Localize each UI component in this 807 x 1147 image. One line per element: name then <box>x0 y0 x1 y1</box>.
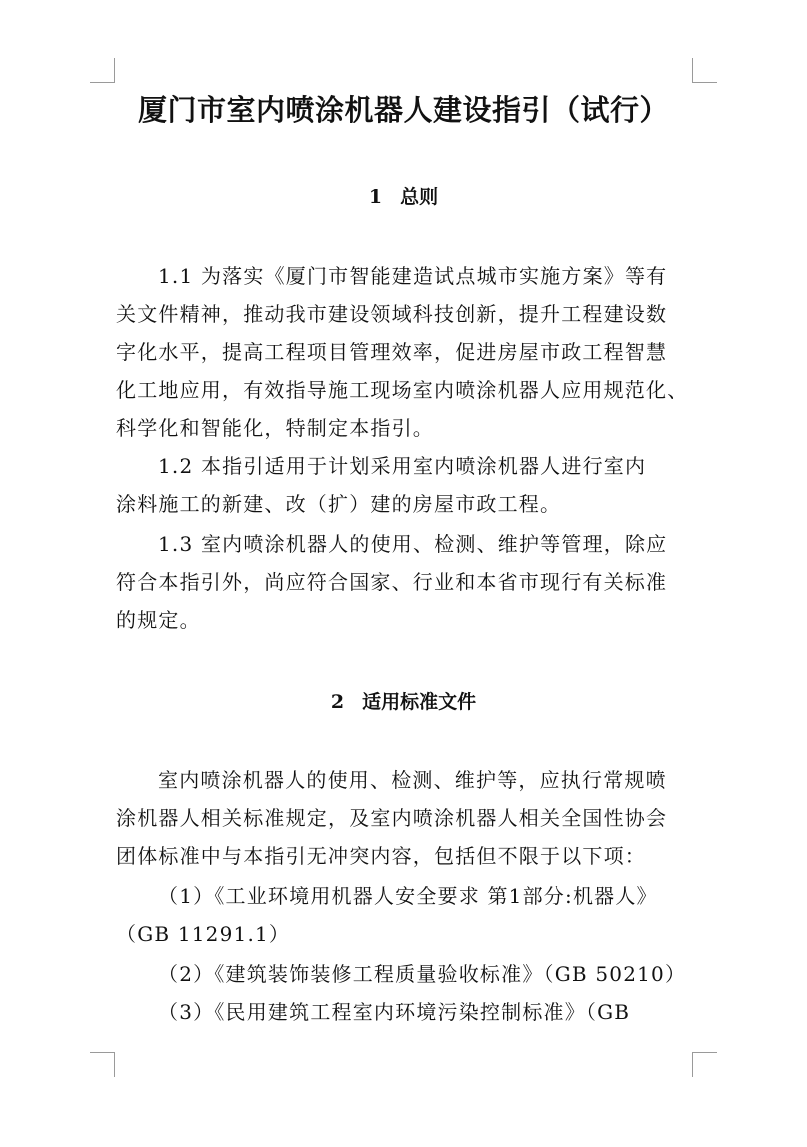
paragraph-line: 涂机器人相关标准规定，及室内喷涂机器人相关全国性协会 <box>116 806 668 830</box>
list-item-line: （2）《建筑装饰装修工程质量验收标准》（GB 50210） <box>158 962 687 986</box>
paragraph-line: 化工地应用，有效指导施工现场室内喷涂机器人应用规范化、 <box>116 378 689 402</box>
crop-mark-bottom-left <box>90 1052 115 1077</box>
paragraph-line: 科学化和智能化，特制定本指引。 <box>116 416 434 440</box>
document-title: 厦门市室内喷涂机器人建设指引（试行） <box>137 93 669 127</box>
section-heading-2 <box>90 687 717 714</box>
paragraph-line: 的规定。 <box>116 608 201 632</box>
section-title: 适用标准文件 <box>362 691 477 713</box>
paragraph-line: 1.1 为落实《厦门市智能建造试点城市实施方案》等有 <box>158 264 668 288</box>
crop-mark-bottom-right <box>692 1052 717 1077</box>
list-item-line: （3）《民用建筑工程室内环境污染控制标准》（GB <box>158 1000 631 1024</box>
paragraph-line: 字化水平，提高工程项目管理效率，促进房屋市政工程智慧 <box>116 340 668 364</box>
paragraph-line: 关文件精神，推动我市建设领域科技创新，提升工程建设数 <box>116 302 668 326</box>
paragraph-line: 1.2 本指引适用于计划采用室内喷涂机器人进行室内 <box>158 454 647 478</box>
section-number: 2 <box>330 691 345 713</box>
list-item-line: （GB 11291.1） <box>116 922 291 946</box>
section-heading-1 <box>90 182 717 209</box>
crop-mark-top-right <box>692 58 717 83</box>
section-title: 总则 <box>400 186 439 208</box>
paragraph-line: 团体标准中与本指引无冲突内容，包括但不限于以下项： <box>116 844 646 868</box>
crop-mark-top-left <box>90 58 115 83</box>
paragraph-line: 涂料施工的新建、改（扩）建的房屋市政工程。 <box>116 492 562 516</box>
section-number: 1 <box>368 186 383 208</box>
paragraph-line: 符合本指引外，尚应符合国家、行业和本省市现行有关标准 <box>116 570 668 594</box>
list-item-line: （1）《工业环境用机器人安全要求 第1部分:机器人》 <box>158 884 658 908</box>
paragraph-line: 室内喷涂机器人的使用、检测、维护等，应执行常规喷 <box>158 768 667 792</box>
paragraph-line: 1.3 室内喷涂机器人的使用、检测、维护等管理，除应 <box>158 532 668 556</box>
